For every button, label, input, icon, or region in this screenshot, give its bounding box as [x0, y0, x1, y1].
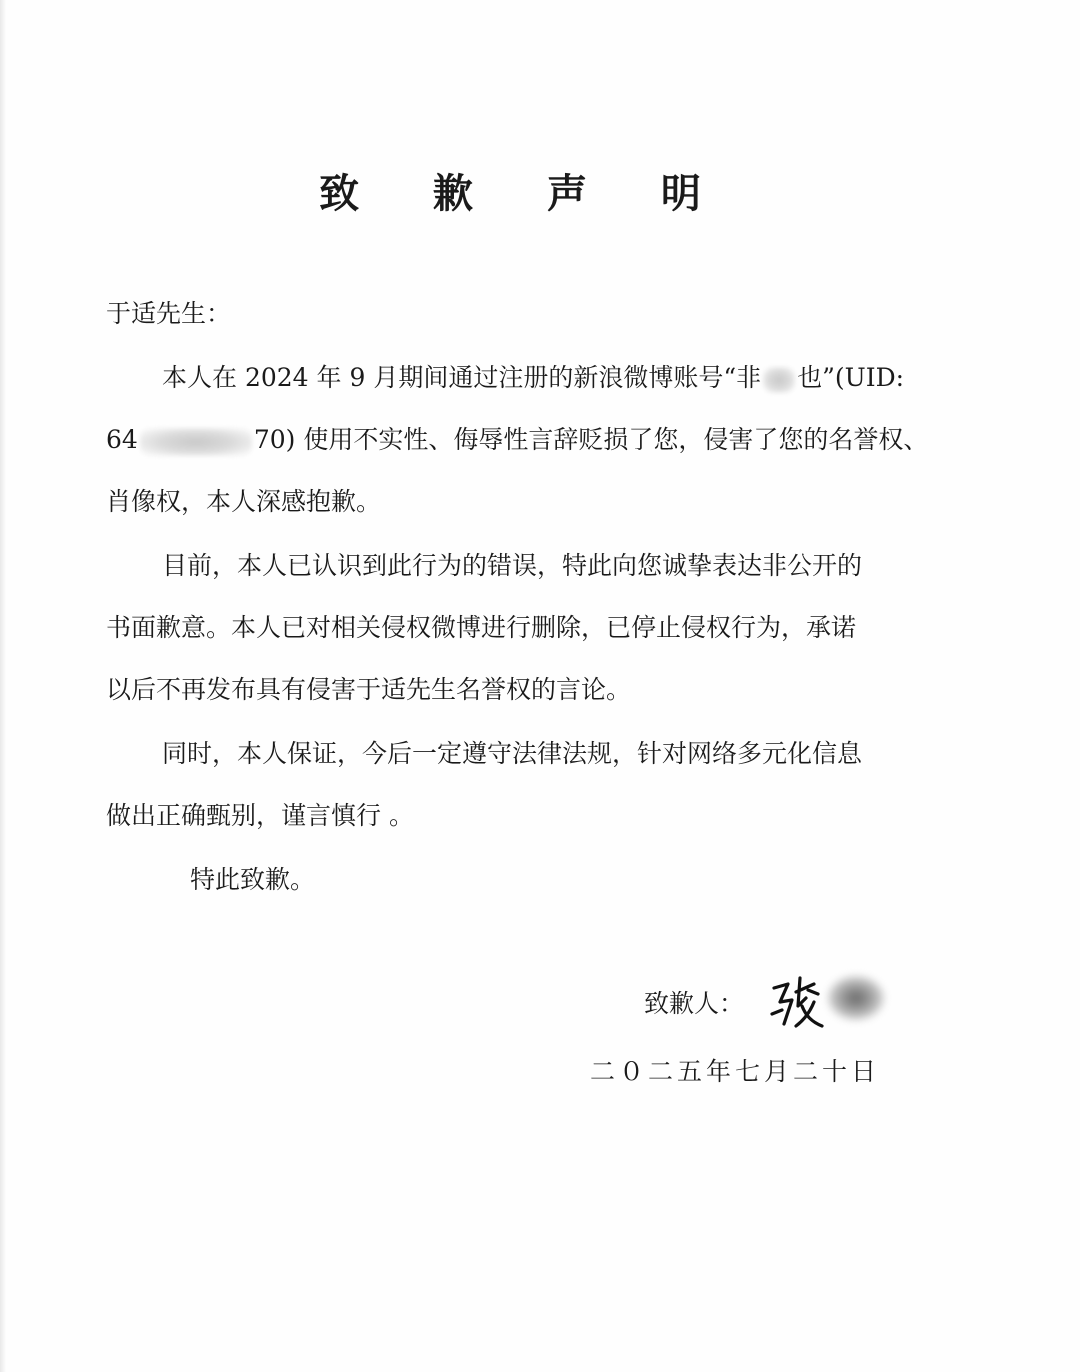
- document-title: 致 歉 声 明: [319, 170, 731, 217]
- paragraph-3-line-1: 同时，本人保证，今后一定遵守法律法规，针对网络多元化信息: [162, 739, 863, 768]
- paragraph-1-line-1-text-b: 也”(UID:: [797, 363, 905, 392]
- paragraph-1-line-2-text-b: 70) 使用不实性、侮辱性言辞贬损了您，侵害了您的名誉权、: [253, 425, 929, 454]
- paragraph-1-line-1-text-a: 本人在 2024 年 9 月期间通过注册的新浪微博账号“非: [162, 363, 762, 392]
- paragraph-1-line-1: [162, 358, 904, 394]
- signer-label: 致歉人：: [644, 989, 745, 1018]
- paragraph-3-line-2: 做出正确甄别，谨言慎行 。: [106, 801, 414, 830]
- document-date: 二０二五年七月二十日: [590, 1057, 881, 1086]
- paragraph-1-line-2-text-a: 64: [106, 425, 138, 454]
- paragraph-1-line-3: 肖像权，本人深感抱歉。: [106, 487, 382, 516]
- signature-stroke-icon: [766, 968, 836, 1038]
- paragraph-2-line-1: 目前，本人已认识到此行为的错误，特此向您诚挚表达非公开的: [162, 551, 863, 580]
- handwritten-signature: [766, 968, 886, 1038]
- closing-line: 特此致歉。: [190, 865, 316, 894]
- paragraph-2-line-3: 以后不再发布具有侵害于适先生名誉权的言论。: [106, 675, 632, 704]
- redacted-uid: [140, 428, 252, 456]
- redacted-account-name: [763, 367, 795, 393]
- paragraph-2-line-2: 书面歉意。本人已对相关侵权微博进行删除，已停止侵权行为，承诺: [106, 613, 857, 642]
- salutation: 于适先生：: [106, 299, 232, 328]
- redacted-signature: [828, 976, 884, 1020]
- paragraph-1-line-2: [106, 420, 928, 456]
